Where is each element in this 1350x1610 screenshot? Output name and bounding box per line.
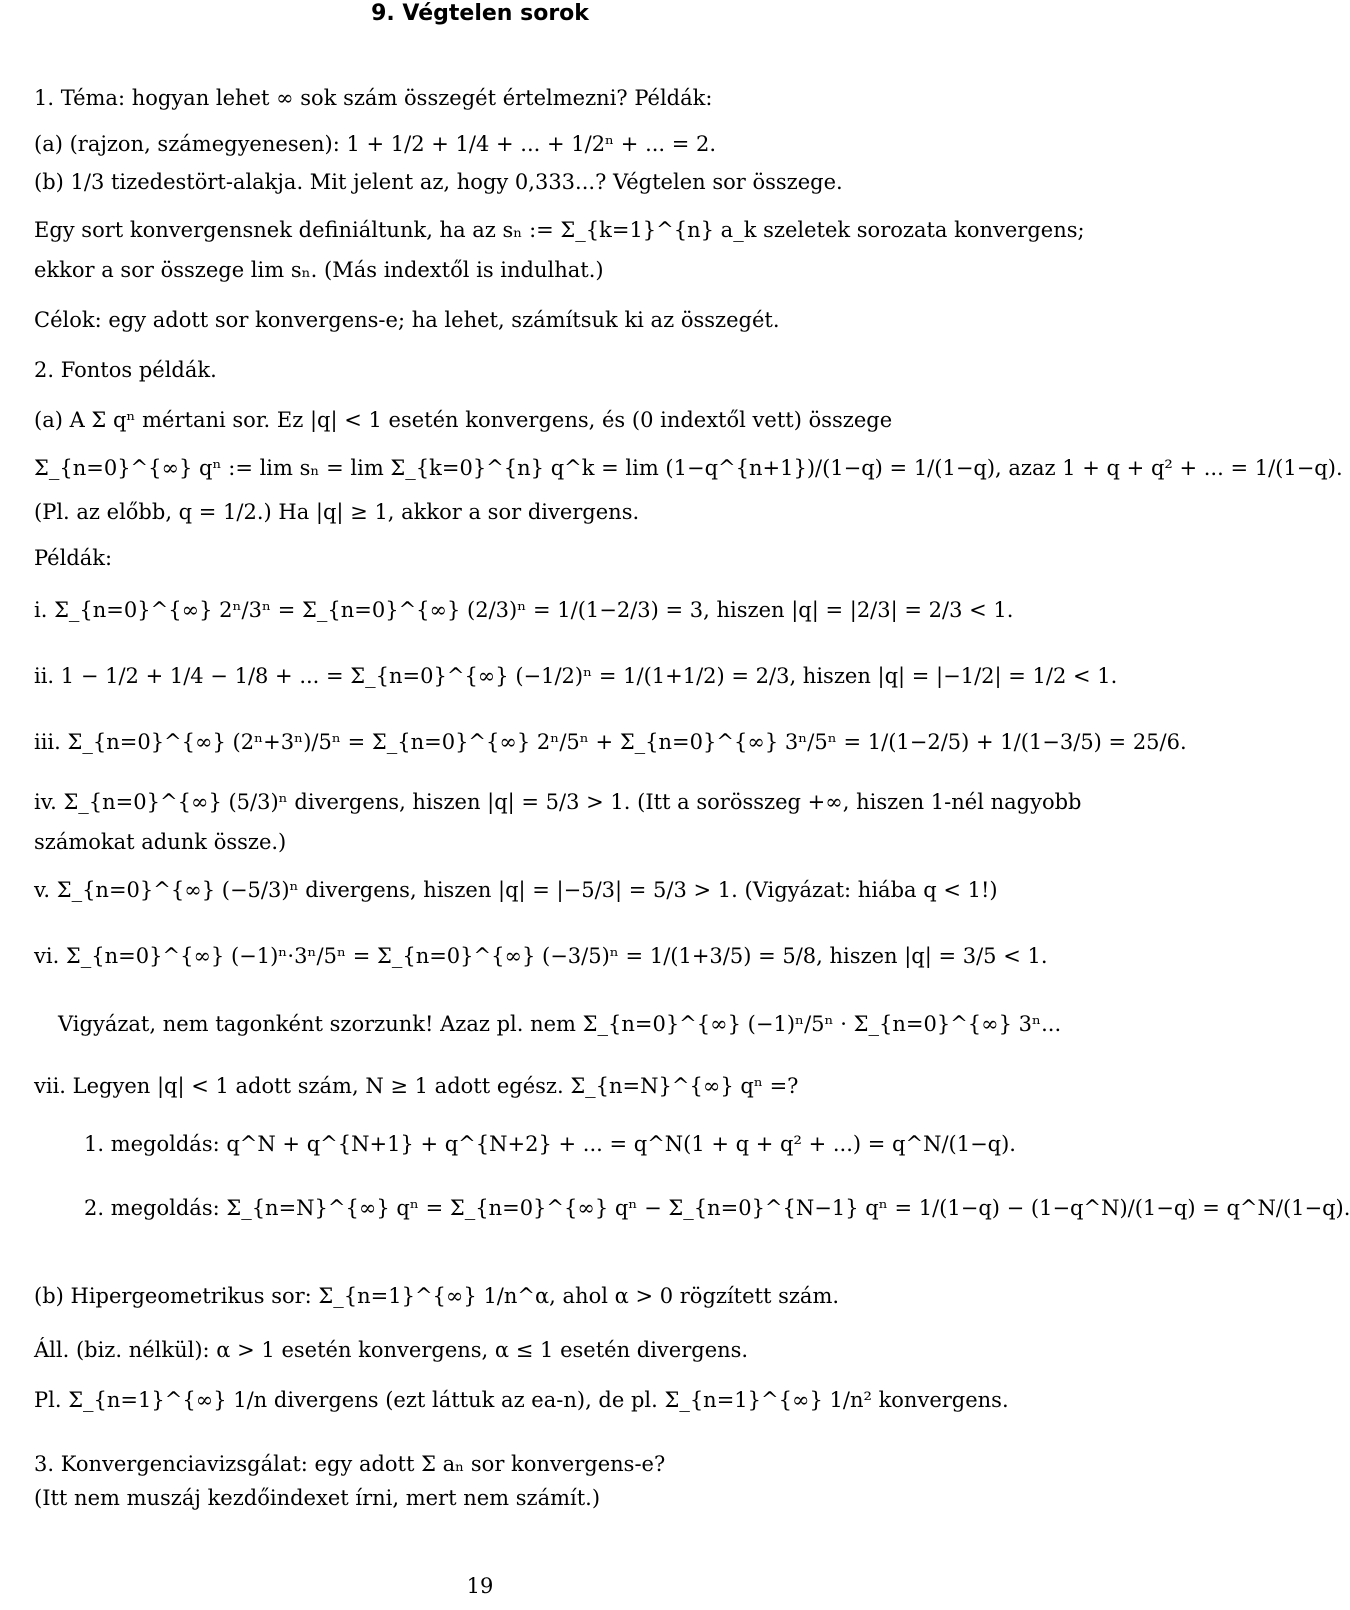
page-title: 9. Végtelen sorok	[371, 1, 589, 26]
example-ii: ii. 1 − 1/2 + 1/4 − 1/8 + ... = Σ_{n=0}^{∞} (−1/2)ⁿ = 1/(1+1/2) = 2/3, hiszen |q| = |−1/2| = 1/2 < 1.	[34, 664, 1118, 688]
example-iv: iv. Σ_{n=0}^{∞} (5/3)ⁿ divergens, hiszen |q| = 5/3 > 1. (Itt a sorösszeg +∞, hiszen 1-nél nagyobb	[34, 790, 1082, 814]
text-line: (a) (rajzon, számegyenesen): 1 + 1/2 + 1/4 + ... + 1/2ⁿ + ... = 2.	[34, 132, 717, 156]
text-line: (a) A Σ qⁿ mértani sor. Ez |q| < 1 esetén konvergens, és (0 indextől vett) összege	[34, 408, 893, 432]
example-v: v. Σ_{n=0}^{∞} (−5/3)ⁿ divergens, hiszen |q| = |−5/3| = 5/3 > 1. (Vigyázat: hiába q < 1!)	[34, 878, 998, 902]
warning-line: Vigyázat, nem tagonként szorzunk! Azaz pl. nem Σ_{n=0}^{∞} (−1)ⁿ/5ⁿ · Σ_{n=0}^{∞} 3ⁿ...	[58, 1012, 1062, 1036]
text-line: (Pl. az előbb, q = 1/2.) Ha |q| ≥ 1, akkor a sor divergens.	[34, 500, 640, 524]
text-line: Célok: egy adott sor konvergens-e; ha lehet, számítsuk ki az összegét.	[34, 308, 780, 332]
section-heading: 3. Konvergenciavizsgálat: egy adott Σ aₙ sor konvergens-e?	[34, 1452, 666, 1476]
text-line: Pl. Σ_{n=1}^{∞} 1/n divergens (ezt láttuk az ea-n), de pl. Σ_{n=1}^{∞} 1/n² konvergens.	[34, 1388, 1009, 1412]
example-vii: vii. Legyen |q| < 1 adott szám, N ≥ 1 adott egész. Σ_{n=N}^{∞} qⁿ =?	[34, 1074, 799, 1098]
text-line: (b) Hipergeometrikus sor: Σ_{n=1}^{∞} 1/n^α, ahol α > 0 rögzített szám.	[34, 1284, 840, 1308]
example-i: i. Σ_{n=0}^{∞} 2ⁿ/3ⁿ = Σ_{n=0}^{∞} (2/3)ⁿ = 1/(1−2/3) = 3, hiszen |q| = |2/3| = 2/3 < 1.	[34, 598, 1014, 622]
text-line: 1. Téma: hogyan lehet ∞ sok szám összegét értelmezni? Példák:	[34, 86, 713, 110]
text-line: számokat adunk össze.)	[34, 830, 287, 854]
solution-1: 1. megoldás: q^N + q^{N+1} + q^{N+2} + ... = q^N(1 + q + q² + ...) = q^N/(1−q).	[84, 1132, 1016, 1156]
section-heading: 2. Fontos példák.	[34, 358, 217, 382]
text-line: Egy sort konvergensnek definiáltunk, ha az sₙ := Σ_{k=1}^{n} a_k szeletek sorozata konvergens;	[34, 218, 1085, 242]
text-line: (b) 1/3 tizedestört-alakja. Mit jelent az, hogy 0,333...? Végtelen sor összege.	[34, 170, 843, 194]
page-number: 19	[466, 1574, 494, 1598]
text-line: (Itt nem muszáj kezdőindexet írni, mert nem számít.)	[34, 1486, 601, 1510]
example-iii: iii. Σ_{n=0}^{∞} (2ⁿ+3ⁿ)/5ⁿ = Σ_{n=0}^{∞} 2ⁿ/5ⁿ + Σ_{n=0}^{∞} 3ⁿ/5ⁿ = 1/(1−2/5) + 1/(1−3/5) = 25/6.	[34, 730, 1187, 754]
text-line: Áll. (biz. nélkül): α > 1 esetén konvergens, α ≤ 1 esetén divergens.	[34, 1338, 749, 1362]
solution-2: 2. megoldás: Σ_{n=N}^{∞} qⁿ = Σ_{n=0}^{∞} qⁿ − Σ_{n=0}^{N−1} qⁿ = 1/(1−q) − (1−q^N)/(1−q) = q^N/(1−q).	[84, 1196, 1350, 1220]
subheading: Példák:	[34, 546, 113, 570]
formula-line: Σ_{n=0}^{∞} qⁿ := lim sₙ = lim Σ_{k=0}^{n} q^k = lim (1−q^{n+1})/(1−q) = 1/(1−q), azaz 1 + q + q² + ... = 1/(1−q).	[34, 456, 1343, 480]
example-vi: vi. Σ_{n=0}^{∞} (−1)ⁿ·3ⁿ/5ⁿ = Σ_{n=0}^{∞} (−3/5)ⁿ = 1/(1+3/5) = 5/8, hiszen |q| = 3/5 < 1.	[34, 944, 1048, 968]
text-line: ekkor a sor összege lim sₙ. (Más indextől is indulhat.)	[34, 258, 604, 282]
